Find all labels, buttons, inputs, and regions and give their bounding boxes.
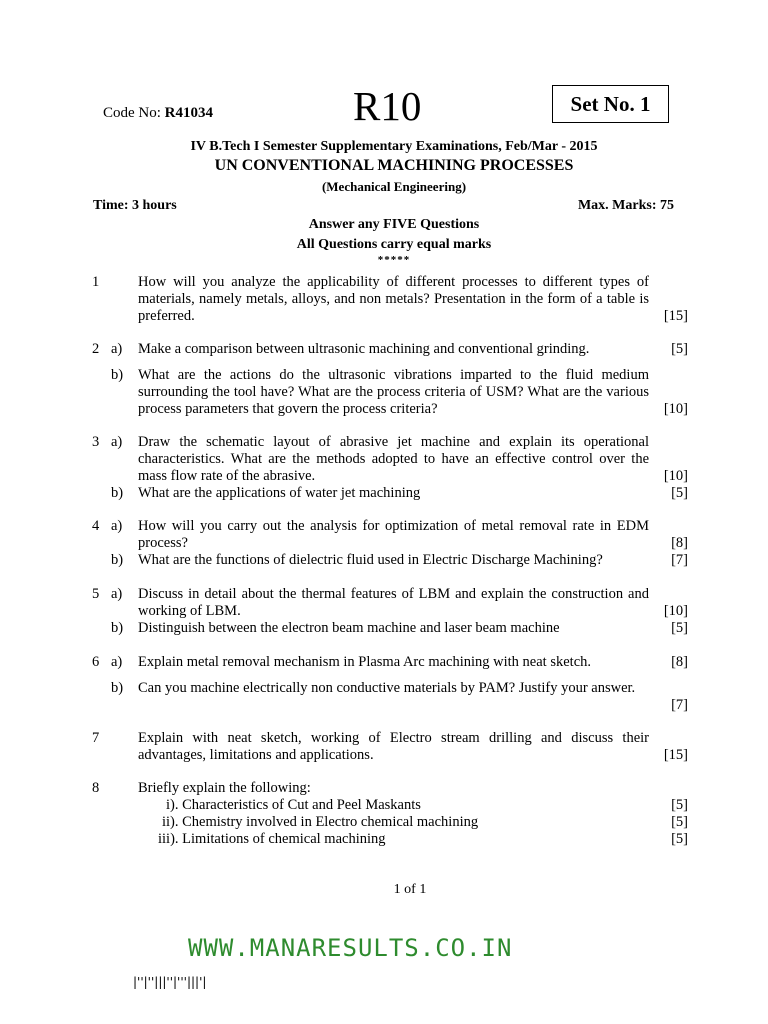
question-number: 3 <box>92 434 100 450</box>
question-marks: [15] <box>663 747 688 763</box>
question-text: Draw the schematic layout of abrasive jet machine and explain its operational characteristics. What are the methods adopted to have an effective control over the mass flow rate of the abrasive. <box>138 434 649 484</box>
code-label: Code No: <box>103 105 165 121</box>
exam-time: Time: 3 hours <box>93 198 177 213</box>
question-marks: [15] <box>663 308 688 324</box>
sub-item-marks: [5] <box>671 797 688 813</box>
instruction-equal-marks: All Questions carry equal marks <box>296 237 492 252</box>
question-sub-label: a) <box>111 518 123 534</box>
question-sub-label: a) <box>111 434 123 450</box>
question-text: What are the functions of dielectric fluid used in Electric Discharge Machining? <box>138 552 603 568</box>
question-sub-label: b) <box>111 552 124 568</box>
max-marks: Max. Marks: 75 <box>577 198 674 213</box>
question-number: 2 <box>92 341 100 357</box>
question-text: Distinguish between the electron beam machine and laser beam machine <box>138 620 560 636</box>
instruction-answer-five: Answer any FIVE Questions <box>308 217 480 232</box>
regulation-code: R10 <box>353 83 422 129</box>
question-number: 4 <box>92 518 100 534</box>
question-number: 1 <box>92 274 100 290</box>
question-sub-label: b) <box>111 485 124 501</box>
question-text: How will you carry out the analysis for optimization of metal removal rate in EDM process? <box>138 518 649 551</box>
question-text: Make a comparison between ultrasonic machining and conventional grinding. <box>138 341 590 357</box>
page-number: 1 of 1 <box>393 882 427 897</box>
exam-title: IV B.Tech I Semester Supplementary Examinations, Feb/Mar - 2015 <box>190 139 598 154</box>
sub-item-label: ii). Chemistry involved in Electro chemical machining <box>162 814 479 830</box>
question-sub-label: a) <box>111 586 123 602</box>
sub-item-label: iii). Limitations of chemical machining <box>158 831 386 847</box>
set-number-box: Set No. 1 <box>552 85 669 123</box>
question-sub-label: b) <box>111 620 124 636</box>
question-marks: [7] <box>671 697 688 713</box>
sub-item-marks: [5] <box>671 831 688 847</box>
separator-stars: ***** <box>377 254 411 266</box>
question-sub-label: a) <box>111 654 123 670</box>
question-text: What are the actions do the ultrasonic vibrations imparted to the fluid medium surrounding the tool have? What are the process criteria of USM? What are the various process parameters that govern the process criteria? <box>138 367 649 417</box>
question-text: Explain metal removal mechanism in Plasma Arc machining with neat sketch. <box>138 654 592 670</box>
question-number: 8 <box>92 780 100 796</box>
question-text: Explain with neat sketch, working of Electro stream drilling and discuss their advantages, limitations and applications. <box>138 730 649 763</box>
website-link[interactable]: WWW.MANARESULTS.CO.IN <box>188 934 513 962</box>
question-number: 6 <box>92 654 100 670</box>
question-marks: [10] <box>663 603 688 619</box>
sub-item-label: i). Characteristics of Cut and Peel Maskants <box>166 797 421 813</box>
barcode-text: |''|''|||''|'''|||'| <box>133 975 207 989</box>
question-marks: [10] <box>663 468 688 484</box>
code-number <box>103 105 213 122</box>
question-number: 5 <box>92 586 100 602</box>
question-marks: [8] <box>671 535 688 551</box>
question-text: Can you machine electrically non conductive materials by PAM? Justify your answer. <box>138 680 636 696</box>
question-marks: [7] <box>671 552 688 568</box>
department: (Mechanical Engineering) <box>321 179 467 194</box>
question-sub-label: b) <box>111 680 124 696</box>
question-text: What are the applications of water jet machining <box>138 485 421 501</box>
question-marks: [5] <box>671 620 688 636</box>
question-sub-label: a) <box>111 341 123 357</box>
sub-item-marks: [5] <box>671 814 688 830</box>
question-sub-label: b) <box>111 367 124 383</box>
question-text: Discuss in detail about the thermal features of LBM and explain the construction and working of LBM. <box>138 586 649 619</box>
subject-title: UN CONVENTIONAL MACHINING PROCESSES <box>214 157 574 174</box>
question-marks: [10] <box>663 401 688 417</box>
question-marks: [5] <box>671 341 688 357</box>
question-marks: [8] <box>671 654 688 670</box>
question-marks: [5] <box>671 485 688 501</box>
question-text: Briefly explain the following: <box>138 780 311 796</box>
code-value: R41034 <box>164 105 214 121</box>
question-text: How will you analyze the applicability of different processes to different types of materials, namely metals, alloys, and non metals? Presentation in the form of a table is preferred. <box>138 274 649 324</box>
question-number: 7 <box>92 730 100 746</box>
